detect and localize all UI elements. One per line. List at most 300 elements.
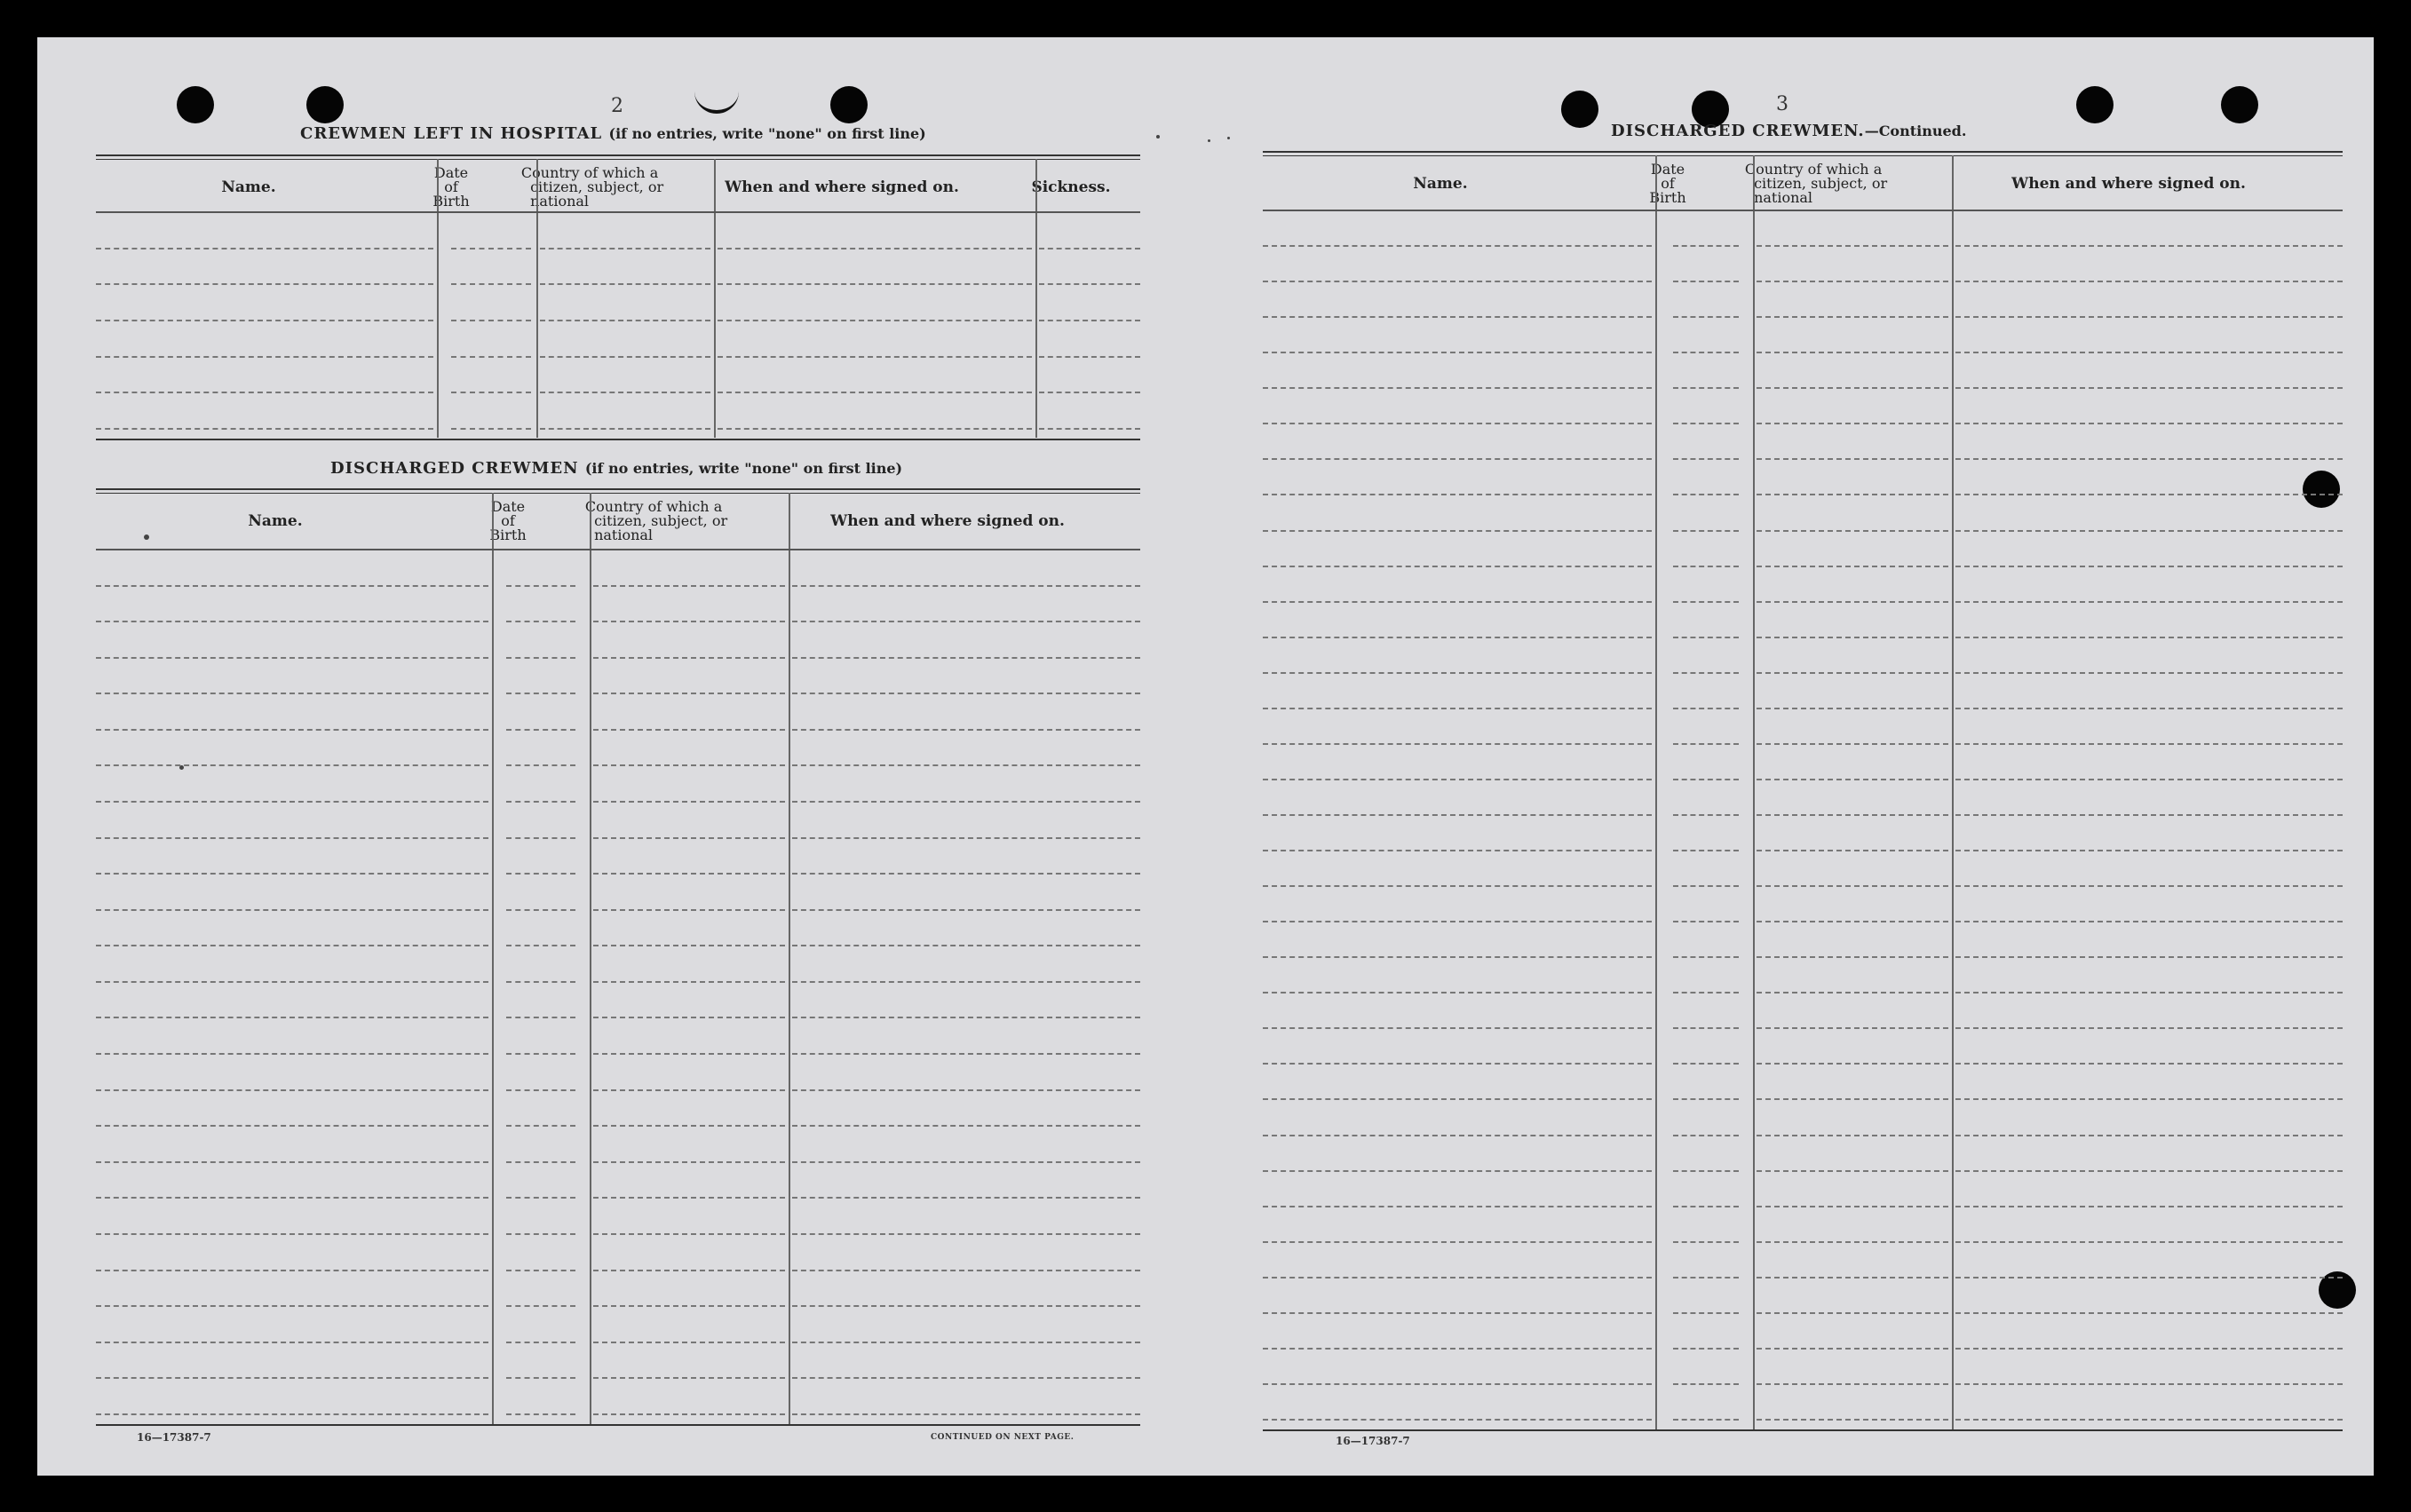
entry-row-line[interactable]	[1673, 1027, 1739, 1029]
entry-row-line[interactable]	[1673, 352, 1739, 353]
entry-row-line[interactable]	[1757, 1419, 1948, 1421]
entry-row-line[interactable]	[96, 1053, 488, 1055]
entry-row-line[interactable]	[593, 1377, 785, 1379]
entry-row-line[interactable]	[506, 1233, 575, 1235]
entry-row-line[interactable]	[96, 693, 488, 694]
entry-row-line[interactable]	[593, 585, 785, 587]
entry-row-line[interactable]	[1263, 1027, 1652, 1029]
entry-row-line[interactable]	[1757, 352, 1948, 353]
entry-row-line[interactable]	[96, 1017, 488, 1018]
entry-row-line[interactable]	[1263, 1063, 1652, 1065]
entry-row-line[interactable]	[1955, 850, 2343, 851]
entry-row-line[interactable]	[593, 657, 785, 659]
entry-row-line[interactable]	[1757, 1170, 1948, 1172]
entry-row-line[interactable]	[96, 801, 488, 803]
entry-row-line[interactable]	[1757, 814, 1948, 816]
entry-row-line[interactable]	[506, 909, 575, 911]
entry-row-line[interactable]	[96, 1413, 488, 1415]
entry-row-line[interactable]	[1673, 885, 1739, 887]
hospital-section-title-text: CREWMEN LEFT IN HOSPITAL	[300, 124, 603, 143]
entry-row-line[interactable]	[1263, 423, 1652, 424]
entry-row-line[interactable]	[1673, 494, 1739, 495]
entry-row-line[interactable]	[1263, 1419, 1652, 1421]
entry-row-line[interactable]	[451, 320, 531, 321]
entry-row-line[interactable]	[1757, 1241, 1948, 1243]
col-header-signed-on: When and where signed on.	[2011, 175, 2246, 193]
col-header-name: Name.	[221, 178, 276, 196]
entry-row-line[interactable]	[718, 428, 1032, 430]
entry-row-line[interactable]	[96, 585, 488, 587]
entry-row-line[interactable]	[506, 1342, 575, 1343]
entry-row-line[interactable]	[506, 1270, 575, 1271]
entry-row-line[interactable]	[1263, 992, 1652, 993]
entry-row-line[interactable]	[1955, 316, 2343, 318]
form-code-left: 16—17387-7	[137, 1431, 211, 1444]
entry-row-line[interactable]	[1673, 1348, 1739, 1350]
entry-row-line[interactable]	[1673, 850, 1739, 851]
entry-row-line[interactable]	[1673, 316, 1739, 318]
scanned-form-sheet	[37, 37, 2374, 1476]
entry-row-line[interactable]	[718, 320, 1032, 321]
entry-row-line[interactable]	[1263, 316, 1652, 318]
entry-row-line[interactable]	[1263, 566, 1652, 567]
dob-line-3: Birth	[1649, 189, 1686, 206]
form-code-right: 16—17387-7	[1336, 1435, 1410, 1447]
ink-arc-mark	[694, 91, 739, 114]
entry-row-line[interactable]	[792, 693, 1140, 694]
entry-row-line[interactable]	[1673, 1206, 1739, 1207]
entry-row-line[interactable]	[792, 1197, 1140, 1199]
entry-row-line[interactable]	[1955, 1063, 2343, 1065]
entry-row-line[interactable]	[96, 428, 433, 430]
entry-row-line[interactable]	[1673, 1135, 1739, 1136]
entry-row-line[interactable]	[1757, 1135, 1948, 1136]
entry-row-line[interactable]	[1039, 320, 1140, 321]
entry-row-line[interactable]	[1263, 1098, 1652, 1100]
entry-row-line[interactable]	[1955, 458, 2343, 460]
entry-row-line[interactable]	[506, 1125, 575, 1127]
entry-row-line[interactable]	[506, 837, 575, 839]
entry-row-line[interactable]	[1955, 708, 2343, 709]
entry-row-line[interactable]	[96, 981, 488, 983]
entry-row-line[interactable]	[1673, 992, 1739, 993]
entry-row-line[interactable]	[96, 1377, 488, 1379]
entry-row-line[interactable]	[506, 945, 575, 946]
entry-row-line[interactable]	[506, 801, 575, 803]
entry-row-line[interactable]	[1955, 281, 2343, 282]
entry-row-line[interactable]	[1673, 743, 1739, 745]
punch-hole	[177, 86, 214, 123]
entry-row-line[interactable]	[1955, 245, 2343, 247]
entry-row-line[interactable]	[1673, 1241, 1739, 1243]
entry-row-line[interactable]	[593, 1413, 785, 1415]
entry-row-line[interactable]	[593, 1270, 785, 1271]
entry-row-line[interactable]	[96, 621, 488, 622]
entry-row-line[interactable]	[96, 356, 433, 358]
entry-row-line[interactable]	[718, 283, 1032, 285]
entry-row-line[interactable]	[506, 1053, 575, 1055]
entry-row-line[interactable]	[96, 909, 488, 911]
entry-row-line[interactable]	[1955, 1027, 2343, 1029]
discharged-continued-title-text: DISCHARGED CREWMEN.	[1611, 122, 1865, 140]
scan-speck	[1208, 139, 1210, 142]
entry-row-line[interactable]	[1263, 1383, 1652, 1385]
entry-row-line[interactable]	[1673, 814, 1739, 816]
entry-row-line[interactable]	[506, 764, 575, 766]
entry-row-line[interactable]	[451, 428, 531, 430]
entry-row-line[interactable]	[96, 1305, 488, 1307]
punch-hole	[2221, 86, 2258, 123]
entry-row-line[interactable]	[593, 1053, 785, 1055]
entry-row-line[interactable]	[96, 1342, 488, 1343]
entry-row-line[interactable]	[1263, 779, 1652, 780]
entry-row-line[interactable]	[540, 428, 710, 430]
entry-row-line[interactable]	[593, 1197, 785, 1199]
entry-row-line[interactable]	[1757, 885, 1948, 887]
entry-row-line[interactable]	[1039, 283, 1140, 285]
entry-row-line[interactable]	[1673, 1098, 1739, 1100]
entry-row-line[interactable]	[96, 1197, 488, 1199]
entry-row-line[interactable]	[1263, 1241, 1652, 1243]
entry-row-line[interactable]	[96, 873, 488, 875]
entry-row-line[interactable]	[1263, 601, 1652, 603]
entry-row-line[interactable]	[1757, 530, 1948, 532]
discharged-section-note: (if no entries, write "none" on first line)	[584, 460, 903, 477]
entry-row-line[interactable]	[1757, 494, 1948, 495]
entry-row-line[interactable]	[96, 1270, 488, 1271]
dob-line-2: of	[444, 178, 458, 195]
entry-row-line[interactable]	[1955, 779, 2343, 780]
entry-row-line[interactable]	[792, 1017, 1140, 1018]
entry-row-line[interactable]	[593, 801, 785, 803]
entry-row-line[interactable]	[792, 1125, 1140, 1127]
entry-row-line[interactable]	[593, 1161, 785, 1163]
entry-row-line[interactable]	[451, 392, 531, 393]
dob-line-2: of	[501, 512, 515, 529]
hospital-table	[96, 154, 1140, 440]
entry-row-line[interactable]	[593, 1017, 785, 1018]
entry-row-line[interactable]	[1263, 281, 1652, 282]
entry-row-line[interactable]	[1757, 316, 1948, 318]
entry-row-line[interactable]	[1263, 1348, 1652, 1350]
entry-row-line[interactable]	[96, 837, 488, 839]
entry-row-line[interactable]	[593, 1305, 785, 1307]
entry-row-line[interactable]	[1757, 1312, 1948, 1314]
entry-row-line[interactable]	[1263, 814, 1652, 816]
entry-row-line[interactable]	[1955, 672, 2343, 674]
col-header-date-of-birth	[1618, 160, 1717, 208]
entry-row-line[interactable]	[1673, 423, 1739, 424]
entry-row-line[interactable]	[96, 945, 488, 946]
entry-row-line[interactable]	[96, 320, 433, 321]
discharged-continued-table	[1263, 151, 2343, 1431]
entry-row-line[interactable]	[1955, 921, 2343, 922]
entry-row-line[interactable]	[1757, 743, 1948, 745]
entry-row-line[interactable]	[1263, 708, 1652, 709]
col-header-country: Country of which a citizen, subject, or national	[584, 498, 728, 543]
entry-row-line[interactable]	[506, 1089, 575, 1091]
entry-row-line[interactable]	[1039, 248, 1140, 249]
entry-row-line[interactable]	[540, 320, 710, 321]
entry-row-line[interactable]	[1673, 1312, 1739, 1314]
entry-row-line[interactable]	[1673, 672, 1739, 674]
entry-row-line[interactable]	[1263, 387, 1652, 389]
entry-row-line[interactable]	[1757, 458, 1948, 460]
entry-row-line[interactable]	[1263, 458, 1652, 460]
entry-row-line[interactable]	[1263, 637, 1652, 638]
entry-row-line[interactable]	[792, 1270, 1140, 1271]
entry-row-line[interactable]	[1757, 992, 1948, 993]
entry-row-line[interactable]	[1955, 814, 2343, 816]
dob-line-1: Date	[490, 498, 526, 515]
entry-row-line[interactable]	[792, 585, 1140, 587]
discharged-section-title	[330, 459, 902, 478]
entry-row-line[interactable]	[792, 621, 1140, 622]
entry-row-line[interactable]	[506, 981, 575, 983]
entry-row-line[interactable]	[718, 356, 1032, 358]
entry-row-line[interactable]	[1263, 956, 1652, 958]
entry-row-line[interactable]	[718, 392, 1032, 393]
entry-row-line[interactable]	[1757, 1027, 1948, 1029]
entry-row-line[interactable]	[1955, 1206, 2343, 1207]
entry-row-line[interactable]	[1955, 566, 2343, 567]
entry-row-line[interactable]	[593, 1089, 785, 1091]
entry-row-line[interactable]	[718, 248, 1032, 249]
scan-speck	[1227, 137, 1230, 139]
entry-row-line[interactable]	[1955, 387, 2343, 389]
entry-row-line[interactable]	[1673, 637, 1739, 638]
entry-row-line[interactable]	[792, 1233, 1140, 1235]
entry-row-line[interactable]	[1673, 1170, 1739, 1172]
entry-row-line[interactable]	[593, 693, 785, 694]
entry-row-line[interactable]	[1757, 423, 1948, 424]
entry-row-line[interactable]	[593, 1342, 785, 1343]
entry-row-line[interactable]	[1955, 743, 2343, 745]
entry-row-line[interactable]	[1955, 1312, 2343, 1314]
entry-row-line[interactable]	[1955, 956, 2343, 958]
entry-row-line[interactable]	[451, 283, 531, 285]
entry-row-line[interactable]	[792, 1377, 1140, 1379]
dob-line-3: Birth	[432, 193, 470, 210]
entry-row-line[interactable]	[1673, 921, 1739, 922]
entry-row-line[interactable]	[1757, 850, 1948, 851]
entry-row-line[interactable]	[1673, 458, 1739, 460]
entry-row-line[interactable]	[540, 248, 710, 249]
entry-row-line[interactable]	[792, 945, 1140, 946]
entry-row-line[interactable]	[593, 1233, 785, 1235]
entry-row-line[interactable]	[1955, 1383, 2343, 1385]
col-header-country: Country of which a citizen, subject, or national	[520, 164, 664, 210]
entry-row-line[interactable]	[1955, 601, 2343, 603]
entry-row-line[interactable]	[1039, 428, 1140, 430]
entry-row-line[interactable]	[792, 1305, 1140, 1307]
entry-row-line[interactable]	[593, 909, 785, 911]
entry-row-line[interactable]	[506, 1305, 575, 1307]
continued-note: CONTINUED ON NEXT PAGE.	[931, 1433, 1075, 1442]
entry-row-line[interactable]	[506, 1413, 575, 1415]
entry-row-line[interactable]	[1757, 1348, 1948, 1350]
entry-row-line[interactable]	[792, 1413, 1140, 1415]
entry-row-line[interactable]	[506, 873, 575, 875]
col-header-name: Name.	[248, 512, 303, 530]
entry-row-line[interactable]	[1673, 779, 1739, 780]
entry-row-line[interactable]	[96, 248, 433, 249]
entry-row-line[interactable]	[593, 764, 785, 766]
col-header-signed-on: When and where signed on.	[725, 178, 959, 196]
col-header-sickness: Sickness.	[1031, 178, 1111, 196]
entry-row-line[interactable]	[1757, 281, 1948, 282]
entry-row-line[interactable]	[506, 1197, 575, 1199]
entry-row-line[interactable]	[1757, 601, 1948, 603]
entry-row-line[interactable]	[96, 1161, 488, 1163]
entry-row-line[interactable]	[1955, 637, 2343, 638]
entry-row-line[interactable]	[96, 764, 488, 766]
entry-row-line[interactable]	[1955, 1348, 2343, 1350]
entry-row-line[interactable]	[1673, 956, 1739, 958]
entry-row-line[interactable]	[451, 356, 531, 358]
entry-row-line[interactable]	[506, 1161, 575, 1163]
entry-row-line[interactable]	[593, 981, 785, 983]
entry-row-line[interactable]	[1263, 672, 1652, 674]
entry-row-line[interactable]	[506, 657, 575, 659]
entry-row-line[interactable]	[1263, 1312, 1652, 1314]
entry-row-line[interactable]	[1955, 494, 2343, 495]
entry-row-line[interactable]	[96, 392, 433, 393]
entry-row-line[interactable]	[1757, 1383, 1948, 1385]
entry-row-line[interactable]	[1673, 601, 1739, 603]
entry-row-line[interactable]	[1263, 1206, 1652, 1207]
entry-row-line[interactable]	[1955, 530, 2343, 532]
entry-row-line[interactable]	[792, 657, 1140, 659]
entry-row-line[interactable]	[593, 621, 785, 622]
entry-row-line[interactable]	[593, 945, 785, 946]
punch-hole	[1561, 91, 1598, 128]
entry-row-line[interactable]	[792, 764, 1140, 766]
entry-row-line[interactable]	[792, 1089, 1140, 1091]
entry-row-line[interactable]	[1263, 352, 1652, 353]
entry-row-line[interactable]	[1673, 566, 1739, 567]
entry-row-line[interactable]	[792, 981, 1140, 983]
entry-row-line[interactable]	[1757, 921, 1948, 922]
col-header-name: Name.	[1413, 175, 1468, 193]
entry-row-line[interactable]	[1673, 708, 1739, 709]
entry-row-line[interactable]	[1263, 885, 1652, 887]
entry-row-line[interactable]	[1955, 1135, 2343, 1136]
entry-row-line[interactable]	[506, 1017, 575, 1018]
entry-row-line[interactable]	[1263, 1277, 1652, 1278]
col-header-date-of-birth	[458, 497, 558, 545]
entry-row-line[interactable]	[96, 1125, 488, 1127]
entry-row-line[interactable]	[792, 909, 1140, 911]
entry-row-line[interactable]	[593, 1125, 785, 1127]
entry-row-line[interactable]	[1757, 1206, 1948, 1207]
entry-row-line[interactable]	[792, 837, 1140, 839]
entry-row-line[interactable]	[593, 837, 785, 839]
entry-row-line[interactable]	[593, 873, 785, 875]
entry-row-line[interactable]	[506, 585, 575, 587]
entry-row-line[interactable]	[1955, 1170, 2343, 1172]
page-number-right: 3	[1776, 93, 1788, 115]
entry-row-line[interactable]	[1673, 245, 1739, 247]
entry-row-line[interactable]	[96, 729, 488, 731]
entry-row-line[interactable]	[1757, 1063, 1948, 1065]
entry-row-line[interactable]	[1673, 281, 1739, 282]
entry-row-line[interactable]	[1673, 1063, 1739, 1065]
entry-row-line[interactable]	[96, 657, 488, 659]
entry-row-line[interactable]	[1673, 387, 1739, 389]
entry-row-line[interactable]	[1757, 245, 1948, 247]
entry-row-line[interactable]	[506, 621, 575, 622]
entry-row-line[interactable]	[1757, 1277, 1948, 1278]
entry-row-line[interactable]	[1673, 530, 1739, 532]
entry-row-line[interactable]	[1263, 245, 1652, 247]
hospital-section-title	[300, 124, 926, 143]
entry-row-line[interactable]	[1955, 1419, 2343, 1421]
entry-row-line[interactable]	[1757, 956, 1948, 958]
entry-row-line[interactable]	[593, 729, 785, 731]
entry-row-line[interactable]	[792, 1342, 1140, 1343]
dob-line-1: Date	[1650, 161, 1685, 178]
discharged-table	[96, 488, 1140, 1426]
entry-row-line[interactable]	[1039, 392, 1140, 393]
entry-row-line[interactable]	[1757, 1098, 1948, 1100]
entry-row-line[interactable]	[1955, 885, 2343, 887]
entry-row-line[interactable]	[792, 729, 1140, 731]
col-header-date-of-birth	[401, 163, 501, 211]
entry-row-line[interactable]	[1263, 743, 1652, 745]
entry-row-line[interactable]	[96, 1233, 488, 1235]
entry-row-line[interactable]	[1757, 672, 1948, 674]
entry-row-line[interactable]	[792, 801, 1140, 803]
entry-row-line[interactable]	[540, 392, 710, 393]
entry-row-line[interactable]	[1039, 356, 1140, 358]
entry-row-line[interactable]	[1955, 352, 2343, 353]
col-header-signed-on: When and where signed on.	[830, 512, 1065, 530]
entry-row-line[interactable]	[1673, 1277, 1739, 1278]
entry-row-line[interactable]	[506, 1377, 575, 1379]
entry-row-line[interactable]	[1757, 387, 1948, 389]
entry-row-line[interactable]	[1673, 1419, 1739, 1421]
entry-row-line[interactable]	[1263, 1135, 1652, 1136]
entry-row-line[interactable]	[1955, 1277, 2343, 1278]
entry-row-line[interactable]	[792, 1161, 1140, 1163]
entry-row-line[interactable]	[1955, 1241, 2343, 1243]
entry-row-line[interactable]	[96, 1089, 488, 1091]
entry-row-line[interactable]	[1757, 566, 1948, 567]
entry-row-line[interactable]	[540, 283, 710, 285]
entry-row-line[interactable]	[451, 248, 531, 249]
entry-row-line[interactable]	[1263, 530, 1652, 532]
entry-row-line[interactable]	[1263, 850, 1652, 851]
entry-row-line[interactable]	[540, 356, 710, 358]
entry-row-line[interactable]	[1955, 992, 2343, 993]
entry-row-line[interactable]	[1955, 423, 2343, 424]
entry-row-line[interactable]	[506, 729, 575, 731]
entry-row-line[interactable]	[1757, 708, 1948, 709]
entry-row-line[interactable]	[1263, 494, 1652, 495]
entry-row-line[interactable]	[792, 1053, 1140, 1055]
entry-row-line[interactable]	[1263, 1170, 1652, 1172]
entry-row-line[interactable]	[792, 873, 1140, 875]
entry-row-line[interactable]	[96, 283, 433, 285]
entry-row-line[interactable]	[506, 693, 575, 694]
discharged-continued-title	[1611, 122, 1966, 140]
entry-row-line[interactable]	[1757, 779, 1948, 780]
entry-row-line[interactable]	[1955, 1098, 2343, 1100]
entry-row-line[interactable]	[1263, 921, 1652, 922]
entry-row-line[interactable]	[1673, 1383, 1739, 1385]
entry-row-line[interactable]	[1757, 637, 1948, 638]
